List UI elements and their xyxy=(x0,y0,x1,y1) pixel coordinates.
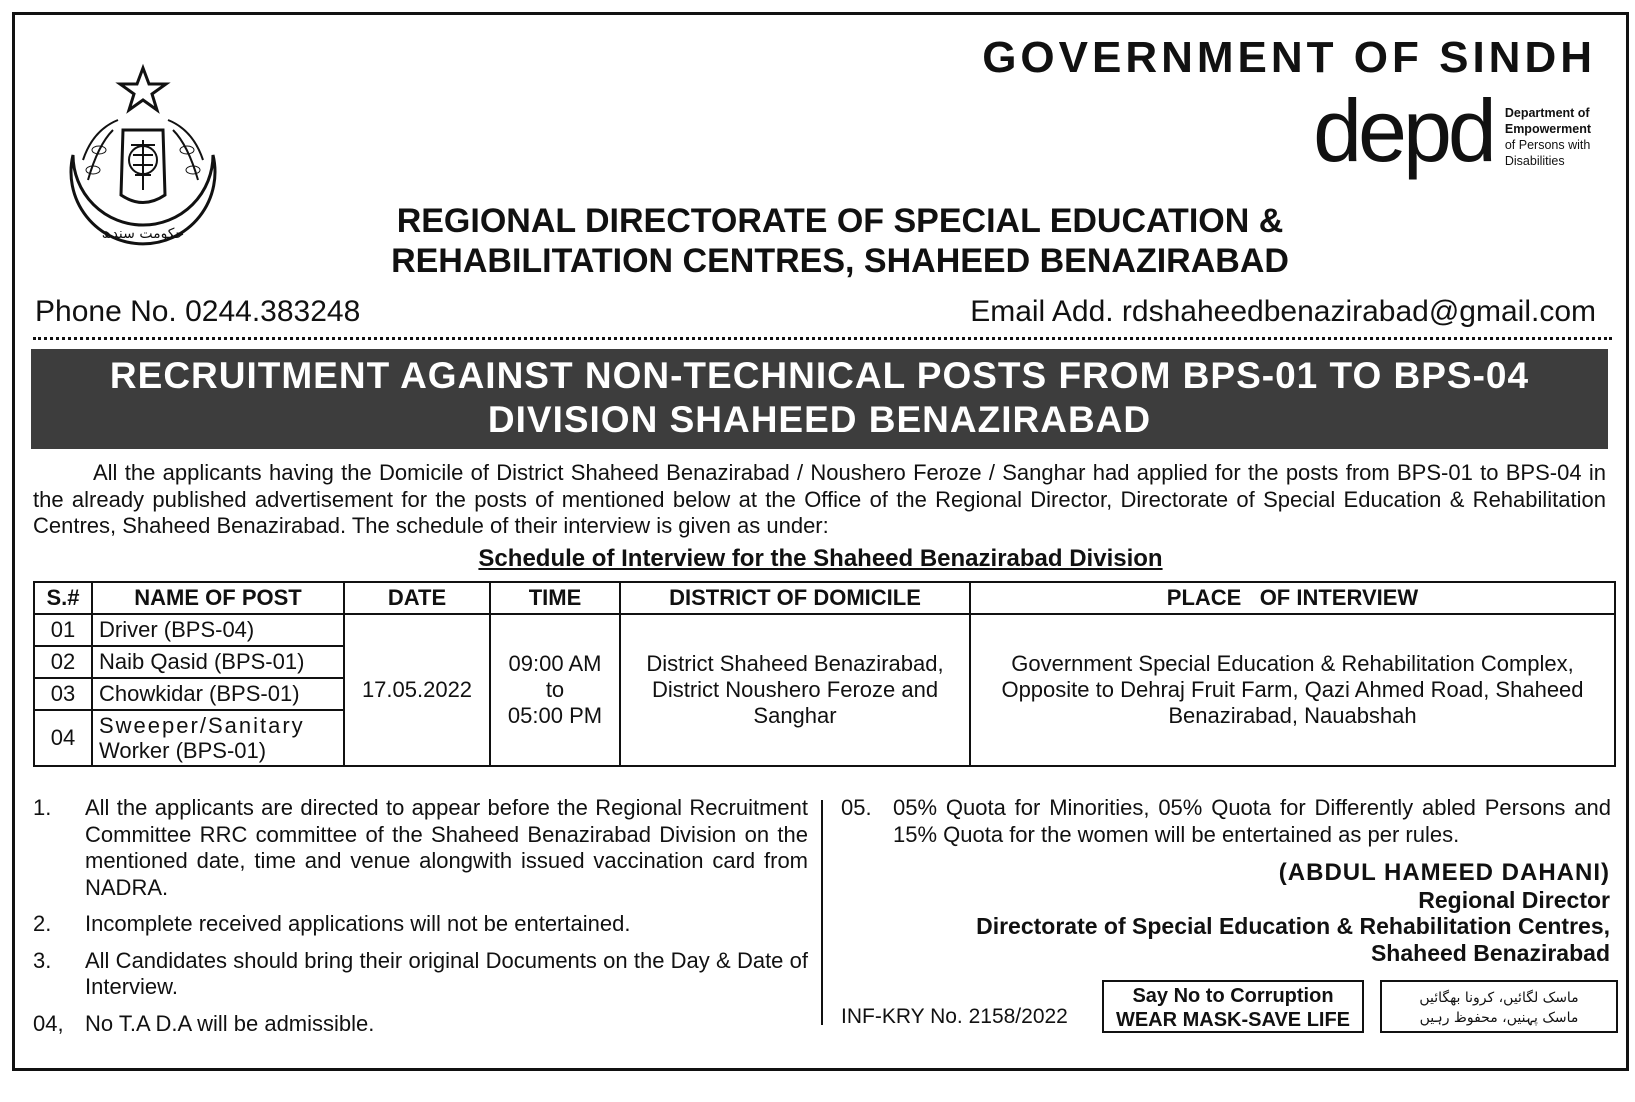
note-number: 05. xyxy=(841,795,872,820)
signatory-name: (ABDUL HAMEED DAHANI) xyxy=(1278,859,1610,886)
depd-caption-line: Empowerment xyxy=(1504,122,1591,136)
signature-block xyxy=(976,860,1610,966)
cell-sn: 02 xyxy=(34,646,92,678)
directorate-heading xyxy=(315,201,1365,281)
time-to: 05:00 PM xyxy=(507,703,603,728)
note-number: 3. xyxy=(33,947,52,973)
urdu-text-icon xyxy=(1386,984,1612,1029)
phone-number: Phone No. 0244.383248 xyxy=(35,295,361,328)
depd-caption-line: Disabilities xyxy=(1504,154,1565,168)
emblem-motto: حکومت سندھ xyxy=(101,226,185,242)
note-text: 05% Quota for Minorities, 05% Quota for Differently abled Persons and 15% Quota for the women will be entertained as per rules. xyxy=(893,795,1611,847)
quota-note xyxy=(841,795,1611,858)
note-text: Incomplete received applications will not be entertained. xyxy=(85,911,631,936)
post-line: Sweeper/Sanitary xyxy=(99,713,305,738)
note-number: 1. xyxy=(33,795,52,820)
col-header-time: TIME xyxy=(490,582,620,614)
depd-caption xyxy=(1505,105,1591,169)
cell-domicile: District Shaheed Benazirabad, District Noushero Feroze and Sanghar xyxy=(620,614,970,766)
list-item xyxy=(33,1011,808,1038)
list-item xyxy=(33,948,808,1001)
email-address: Email Add. rdshaheedbenazirabad@gmail.com xyxy=(970,295,1596,328)
depd-logo xyxy=(1313,81,1591,180)
dotted-divider xyxy=(33,337,1612,340)
signatory-place: Shaheed Benazirabad xyxy=(1370,939,1610,966)
note-number: 2. xyxy=(33,911,52,936)
signatory-org: Directorate of Special Education & Rehabilitation Centres, xyxy=(976,913,1610,939)
post-line: Worker (BPS-01) xyxy=(99,738,267,763)
corruption-line: Say No to Corruption xyxy=(1132,985,1334,1007)
cell-post: Chowkidar (BPS-01) xyxy=(92,678,344,710)
banner-line: RECRUITMENT AGAINST NON-TECHNICAL POSTS FROM BPS-01 TO BPS-04 xyxy=(109,355,1530,396)
signatory-title: Regional Director xyxy=(1418,886,1610,913)
cell-sn: 03 xyxy=(34,678,92,710)
cell-sn: 01 xyxy=(34,614,92,646)
depd-wordmark: depd xyxy=(1313,81,1493,180)
col-header-domicile: DISTRICT OF DOMICILE xyxy=(620,582,970,614)
svg-text:ماسک پہنیں، محفوظ رہیں: ماسک پہنیں، محفوظ رہیں xyxy=(1419,1010,1579,1026)
time-from: 09:00 AM xyxy=(508,651,602,676)
cell-post: Naib Qasid (BPS-01) xyxy=(92,646,344,678)
urdu-mask-notice xyxy=(1380,980,1618,1033)
note-text: No T.A D.A will be admissible. xyxy=(85,1010,375,1036)
table-row xyxy=(34,614,1615,646)
col-header-post: NAME OF POST xyxy=(92,582,344,614)
interview-schedule-table xyxy=(33,581,1616,767)
instructions-list xyxy=(33,795,808,1047)
list-item xyxy=(33,911,808,938)
anti-corruption-box xyxy=(1102,980,1364,1033)
col-header-date: DATE xyxy=(344,582,490,614)
recruitment-banner xyxy=(31,349,1608,449)
list-item xyxy=(841,795,1611,848)
intro-paragraph: All the applicants having the Domicile of District Shaheed Benazirabad / Noushero Feroze / Sanghar had applied for the posts from BPS-01 to BPS-04 in the already published advertisement for the posts of mentioned below at the Office of the Regional Director, Directorate of Special Education & Rehabilitation Centres, Shaheed Benazirabad. The schedule of their interview is given as under: xyxy=(33,460,1606,538)
cell-post: Driver (BPS-04) xyxy=(92,614,344,646)
note-text: All Candidates should bring their original Documents on the Day & Date of Interview. xyxy=(85,947,808,999)
time-to-word: to xyxy=(545,677,565,702)
directorate-line: REGIONAL DIRECTORATE OF SPECIAL EDUCATION & xyxy=(396,202,1284,240)
cell-date: 17.05.2022 xyxy=(344,614,490,766)
column-divider xyxy=(821,800,823,1025)
banner-line: DIVISION SHAHEED BENAZIRABAD xyxy=(487,399,1152,440)
corruption-line: WEAR MASK-SAVE LIFE xyxy=(1115,1009,1351,1031)
inf-kry-number: INF-KRY No. 2158/2022 xyxy=(841,1005,1068,1028)
table-header-row xyxy=(34,582,1615,614)
sindh-emblem-icon xyxy=(43,60,243,260)
note-number: 04, xyxy=(33,1010,64,1036)
schedule-title: Schedule of Interview for the Shaheed Benazirabad Division xyxy=(478,545,1163,572)
col-header-sn: S.# xyxy=(34,582,92,614)
cell-sn: 04 xyxy=(34,710,92,766)
cell-place: Government Special Education & Rehabilitation Complex, Opposite to Dehraj Fruit Farm, Qazi Ahmed Road, Shaheed Benazirabad, Nauabshah xyxy=(970,614,1615,766)
note-text: All the applicants are directed to appear before the Regional Recruitment Committee RRC committee of the Shaheed Benazirabad Division on the mentioned date, time and venue alongwith issued vaccination card from NADRA. xyxy=(85,795,808,900)
cell-time xyxy=(490,614,620,766)
advertisement-page xyxy=(12,12,1629,1071)
directorate-line: REHABILITATION CENTRES, SHAHEED BENAZIRABAD xyxy=(391,242,1289,280)
cell-post xyxy=(92,710,344,766)
contact-row xyxy=(35,295,1596,329)
depd-caption-line: Department of xyxy=(1504,106,1590,120)
col-header-place: PLACE OF INTERVIEW xyxy=(970,582,1615,614)
svg-text:ماسک لگائیں، کرونا بھگائیں: ماسک لگائیں، کرونا بھگائیں xyxy=(1419,990,1579,1006)
list-item xyxy=(33,795,808,901)
government-title: GOVERNMENT OF SINDH xyxy=(982,33,1596,82)
depd-caption-line: of Persons with xyxy=(1504,138,1591,152)
